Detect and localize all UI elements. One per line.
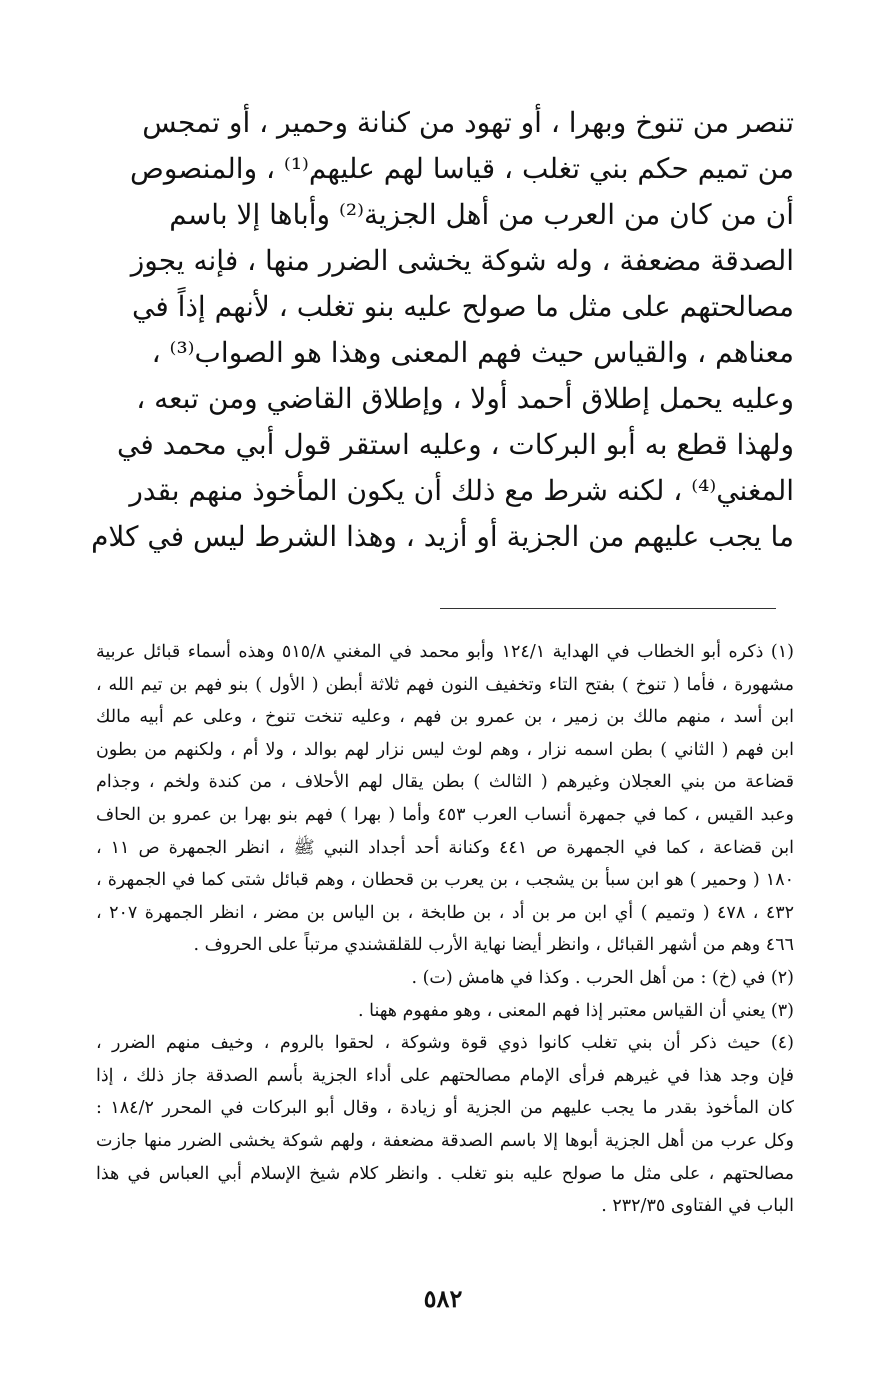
footnote-line: وعبد القيس ، كما في جمهرة أنساب العرب ٤٥٣ وأما ( بهرا ) فهم بنو بهرا بن عمرو بن الحاف: [96, 804, 795, 825]
main-line: وعليه يحمل إطلاق أحمد أولا ، وإطلاق القاضي ومن تبعه ،: [136, 382, 794, 415]
main-line: من تميم حكم بني تغلب ، قياسا لهم عليهم⁽¹⁾ ، والمنصوص: [130, 152, 794, 185]
footnote-line: ابن فهم ( الثاني ) بطن اسمه نزار ، وهم لوث ليس نزار لهم بوالد ، ولا أم ، ولكنهم من بطون: [96, 739, 794, 760]
footnote-line: فإن وجد هذا في غيرهم فرأى الإمام مصالحتهم على أداء الجزية بأسم الصدقة جاز ذلك ، إذا: [96, 1065, 794, 1086]
footnote-separator: [440, 608, 776, 609]
footnote-line: (٣) يعني أن القياس معتبر إذا فهم المعنى ، وهو مفهوم ههنا .: [358, 1000, 794, 1021]
main-line: معناهم ، والقياس حيث فهم المعنى وهذا هو الصواب⁽³⁾ ،: [151, 336, 794, 369]
footnote-line: قضاعة من بني العجلان وغيرهم ( الثالث ) بطن يقال لهم الأحلاف ، من كندة ولخم ، وجذام: [96, 772, 794, 793]
page-number: ٥٨٢: [423, 1284, 463, 1313]
main-line: ما يجب عليهم من الجزية أو أزيد ، وهذا الشرط ليس في كلام: [91, 520, 794, 553]
main-line: أن من كان من العرب من أهل الجزية⁽²⁾ وأباها إلا باسم: [169, 198, 794, 231]
footnote-line: ٤٣٢ ، ٤٧٨ ( وتميم ) أي ابن مر بن أد ، بن طابخة ، بن الياس بن مضر ، انظر الجمهرة ٢٠٧ ،: [96, 902, 795, 923]
main-line: ولهذا قطع به أبو البركات ، وعليه استقر قول أبي محمد في: [117, 428, 794, 461]
main-line: مصالحتهم على مثل ما صولح عليه بنو تغلب ، لأنهم إذاً في: [132, 290, 794, 323]
footnote-line: (١) ذكره أبو الخطاب في الهداية ١٢٤/١ وأبو محمد في المغني ٥١٥/٨ وهذه أسماء قبائل عربية: [96, 642, 794, 662]
footnote-line: ١٨٠ ( وحمير ) هو ابن سبأ بن يشجب ، بن يعرب بن قحطان ، وهم قبائل شتى كما في الجمهرة ،: [96, 870, 794, 891]
main-text: [91, 100, 794, 560]
footnotes: [96, 636, 794, 1223]
footnote-line: ابن أسد ، منهم مالك بن زمير ، بن عمرو بن فهم ، وعليه تنخت تنوخ ، وعلى عم أبيه مالك: [96, 707, 794, 728]
footnote-line: مصالحتهم ، على مثل ما صولح عليه بنو تغلب . وانظر كلام شيخ الإسلام أبي العباس في هذا: [96, 1163, 794, 1184]
footnote-line: وكل عرب من أهل الجزية أبوها إلا باسم الصدقة مضعفة ، ولهم شوكة يخشى الضرر منها جازت: [96, 1130, 794, 1151]
footnote-line: ٤٦٦ وهم من أشهر القبائل ، وانظر أيضا نهاية الأرب للقلقشندي مرتباً على الحروف .: [193, 935, 794, 956]
main-line: الصدقة مضعفة ، وله شوكة يخشى الضرر منها ، فإنه يجوز: [130, 244, 794, 277]
footnote-line: (٢) في (خ) : من أهل الحرب . وكذا في هامش (ت) .: [411, 967, 794, 988]
main-line: تنصر من تنوخ وبهرا ، أو تهود من كنانة وحمير ، أو تمجس: [142, 106, 794, 139]
footnote-line: الباب في الفتاوى ٢٣٢/٣٥ .: [601, 1196, 794, 1217]
footnote-line: مشهورة ، فأما ( تنوخ ) بفتح التاء وتخفيف النون فهم ثلاثة أبطن ( الأول ) بنو فهم بن تيم الله ،: [96, 674, 794, 695]
footnote-line: (٤) حيث ذكر أن بني تغلب كانوا ذوي قوة وشوكة ، لحقوا بالروم ، وخيف منهم الضرر ،: [96, 1033, 794, 1054]
footnote-line: ابن قضاعة ، كما في الجمهرة ص ٤٤١ وكنانة أحد أجداد النبي ﷺ ، انظر الجمهرة ص ١١ ،: [96, 837, 794, 858]
main-line: المغني⁽⁴⁾ ، لكنه شرط مع ذلك أن يكون المأخوذ منهم بقدر: [129, 474, 794, 507]
footnote-line: كان المأخوذ بقدر ما يجب عليهم من الجزية أو زيادة ، وقال أبو البركات في المحرر ١٨٤/٢ :: [96, 1098, 795, 1119]
